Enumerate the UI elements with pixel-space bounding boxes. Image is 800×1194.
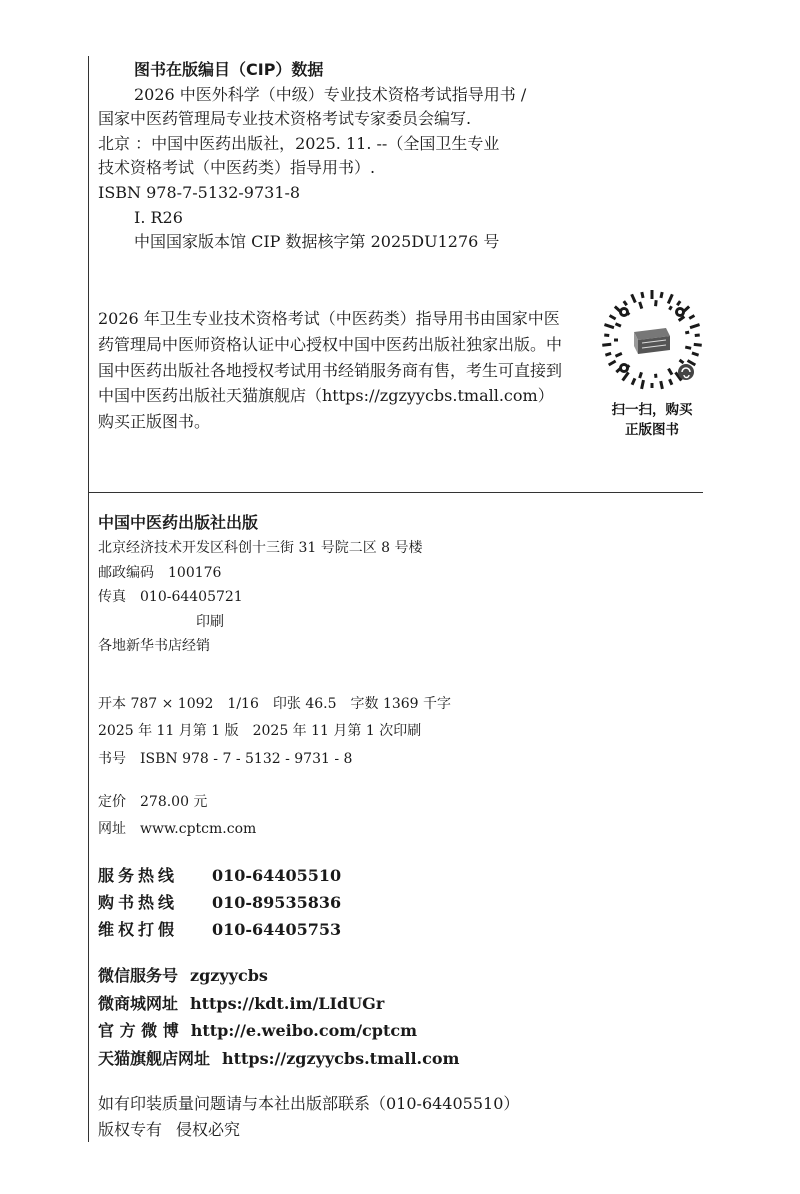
authorization-notice [98,306,568,435]
cip-line-4: 技术资格考试（中医药类）指导用书）. [98,158,376,178]
channel-value[interactable]: https://zgzyycbs.tmall.com [222,1048,460,1068]
distribution-line: 各地新华书店经销 [98,638,210,655]
cip-record-number: 中国国家版本馆 CIP 数据核字第 2025DU1276 号 [134,232,500,252]
copyright-line [98,1117,698,1143]
cip-line-1: 2026 中医外科学（中级）专业技术资格考试指导用书 / [134,84,527,104]
cip-isbn: ISBN 978-7-5132-9731-8 [98,182,301,202]
format-line: 开本 787 × 1092 1/16 印张 46.5 字数 1369 千字 [98,696,452,712]
printer-line: 印刷 [196,613,224,630]
hotline-label: 维权打假 [98,920,179,939]
hotline-number[interactable]: 010-64405753 [212,920,342,939]
publisher-name: 中国中医药出版社出版 [98,513,259,532]
tmall-store-url [98,1045,718,1073]
channel-label: 天猫旗舰店网址 [98,1048,211,1068]
cip-classification: Ⅰ. R26 [134,207,183,227]
notice-text: 2026 年卫生专业技术资格考试（中医药类）指导用书由国家中医药管理局中医师资格认证中心授权中国中医药出版社独家出版。中国中医药出版社各地授权考试用书经销服务商有售，考生可直接到中国中医药出版社天猫旗舰店（https://zgzyycbs.tmall.com）购买正版图书。 [98,309,563,432]
edition-line: 2025 年 11 月第 1 版 2025 年 11 月第 1 次印刷 [98,723,422,740]
qr-caption [597,400,707,440]
micro-mall-url [98,990,718,1018]
quality-contact: 如有印装质量问题请与本社出版部联系（010-64405510） [98,1094,520,1113]
hotline-label: 购书热线 [98,893,179,912]
price-line: 定价 278.00 元 [98,794,208,810]
purchase-hotline [98,889,698,916]
qr-caption-line-1: 扫一扫，购买 [611,402,693,418]
channel-label: 微商城网址 [98,993,179,1013]
publisher-address: 北京经济技术开发区科创十三街 31 号院二区 8 号楼 [98,540,423,556]
hotline-number[interactable]: 010-64405510 [212,866,342,885]
website-line[interactable]: 网址 www.cptcm.com [98,821,257,837]
hotlines [98,862,698,943]
official-weibo [98,1017,718,1045]
infringement-notice: 侵权必究 [176,1120,241,1139]
left-rule-top [88,56,89,492]
cip-data-block [98,58,598,255]
channel-value[interactable]: zgzyycbs [190,966,268,985]
channel-value[interactable]: http://e.weibo.com/cptcm [190,1021,418,1040]
cip-line-3: 北京 ：中国中医药出版社，2025. 11. --（全国卫生专业 [98,133,500,153]
publisher-info [98,510,698,659]
publisher-fax: 传真 010-64405721 [98,589,243,606]
copyright-reserved: 版权专有 [98,1120,163,1139]
online-channels [98,962,718,1072]
channel-label: 微信服务号 [98,966,179,985]
footer-notes [98,1091,698,1143]
cip-line-2: 国家中医药管理局专业技术资格考试专家委员会编写. [98,109,472,129]
service-hotline [98,862,698,889]
book-specs [98,691,698,773]
hotline-label: 服务热线 [98,866,179,885]
price-info [98,789,698,843]
left-rule-bottom [88,492,89,1142]
channel-label: 官 方 微 博 [98,1021,179,1040]
cip-title: 图书在版编目（CIP）数据 [134,60,324,79]
section-divider [88,492,703,493]
qr-code-icon[interactable] [600,288,704,392]
qr-code-block [597,288,707,440]
qr-caption-line-2: 正版图书 [625,422,679,438]
channel-value[interactable]: https://kdt.im/LIdUGr [190,993,385,1013]
anti-piracy-hotline [98,916,698,943]
book-logo-icon [634,328,670,354]
wechat-account [98,962,718,990]
publisher-postcode: 邮政编码 100176 [98,564,222,581]
isbn-line: 书号 ISBN 978 - 7 - 5132 - 9731 - 8 [98,750,353,767]
hotline-number[interactable]: 010-89535836 [212,893,342,912]
